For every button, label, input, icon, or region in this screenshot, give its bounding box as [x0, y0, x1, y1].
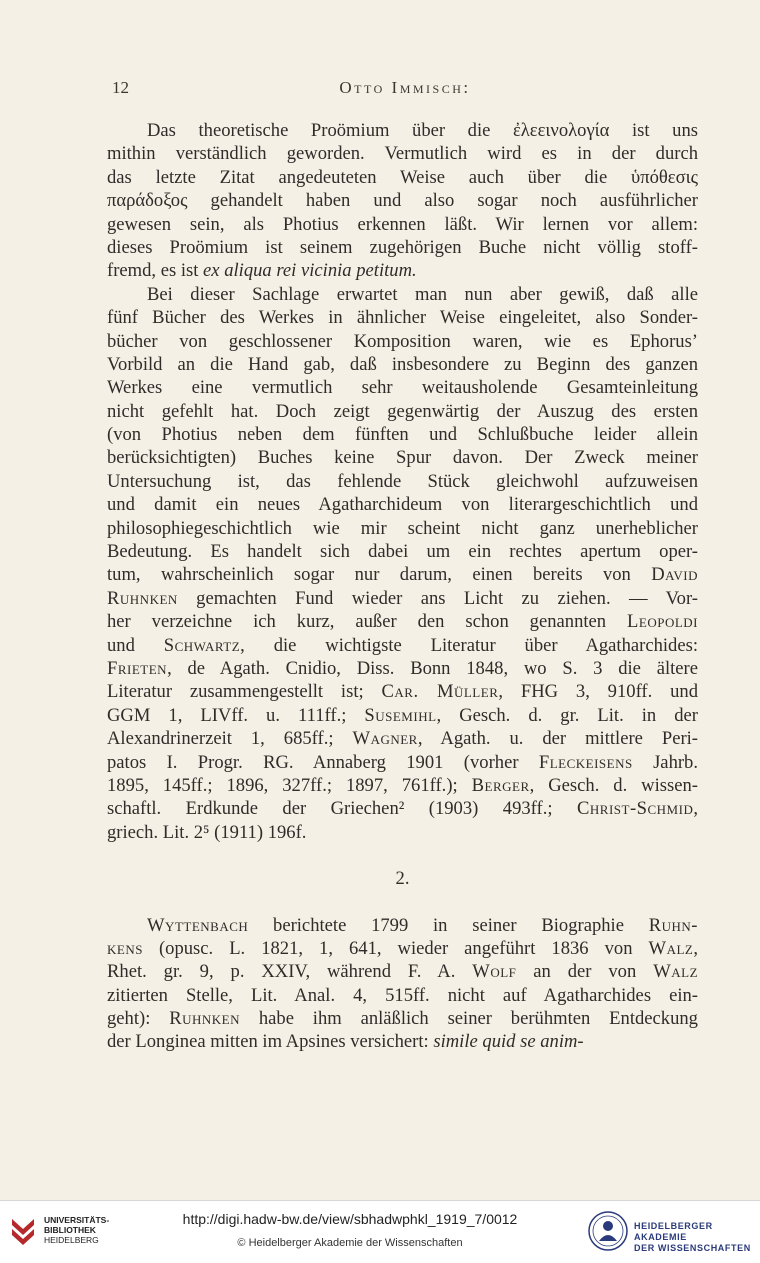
text-line: 1895, 145ff.; 1896, 327ff.; 1897, 761ff.); Berger, Gesch. d. wissen- — [107, 774, 698, 796]
text-line: zitierten Stelle, Lit. Anal. 4, 515ff. nicht auf Agatharchides ein- — [107, 984, 698, 1006]
academy-line-1: HEIDELBERGER AKADEMIE — [634, 1221, 713, 1242]
academy-name — [634, 1221, 760, 1254]
text-line: nicht gefehlt hat. Doch zeigt gegenwärtig der Auszug des ersten — [107, 400, 698, 422]
text-line: der Longinea mitten im Apsines versichert: simile quid se anim- — [107, 1031, 584, 1053]
text-line: bücher von geschlossener Komposition waren, wie es Ephorus’ — [107, 330, 698, 352]
text-line: her verzeichne ich kurz, außer den schon genannten Leopoldi — [107, 611, 698, 633]
text-line: παράδοξος gehandelt haben und also sogar noch ausführlicher — [107, 190, 698, 212]
text-line: das letzte Zitat angedeuteten Weise auch über die ὑπόθεσις — [107, 166, 698, 188]
text-line: schaftl. Erdkunde der Griechen² (1903) 493ff.; Christ-Schmid, — [107, 798, 698, 820]
text-line: und Schwartz, die wichtigste Literatur über Agatharchides: — [107, 634, 698, 656]
text-line: philosophiegeschichtlich wie mir scheint nicht ganz unerheblicher — [107, 517, 698, 539]
text-line: Alexandrinerzeit 1, 685ff.; Wagner, Agath. u. der mittlere Peri- — [107, 728, 699, 750]
viewer-footer — [0, 1200, 760, 1263]
text-line: fremd, es ist ex aliqua rei vicinia petitum. — [107, 260, 417, 282]
text-line: Frieten, de Agath. Cnidio, Diss. Bonn 1848, wo S. 3 die ältere — [107, 657, 698, 679]
text-line: Untersuchung ist, das fehlende Stück gleichwohl aufzuweisen — [107, 470, 698, 492]
text-line: Bei dieser Sachlage erwartet man nun aber gewiß, daß alle — [147, 283, 698, 305]
text-line: patos I. Progr. RG. Annaberg 1901 (vorher Fleckeisens Jahrb. — [107, 751, 698, 773]
permalink-url[interactable]: http://digi.hadw-bw.de/view/sbhadwphkl_1919_7/0012 — [182, 1211, 518, 1227]
uni-line-3: HEIDELBERG — [44, 1235, 99, 1245]
page-number: 12 — [112, 78, 129, 97]
university-library-logo-icon[interactable] — [8, 1215, 38, 1249]
text-line: tum, wahrscheinlich sogar nur darum, einen bereits von David — [107, 564, 698, 586]
blank-line — [107, 844, 698, 867]
running-title: Otto Immisch: — [339, 78, 471, 97]
text-line: GGM 1, LIVff. u. 111ff.; Susemihl, Gesch. d. gr. Lit. in der — [107, 704, 698, 726]
text-line: kens (opusc. L. 1821, 1, 641, wieder angeführt 1836 von Walz, — [107, 937, 698, 959]
blank-line — [107, 891, 698, 914]
text-line: Rhet. gr. 9, p. XXIV, während F. A. Wolf an der von Walz — [107, 961, 699, 983]
text-line: Literatur zusammengestellt ist; Car. Müller, FHG 3, 910ff. und — [107, 681, 698, 703]
text-line: mithin verständlich geworden. Vermutlich wird es in der durch — [107, 143, 698, 165]
text-line: (von Photius neben dem fünften und Schlußbuche leider allein — [107, 424, 698, 446]
university-library-name — [44, 1215, 109, 1245]
text-line: fünf Bücher des Werkes in ähnlicher Weise eingeleitet, also Sonder- — [107, 307, 698, 329]
text-line: Werkes eine vermutlich sehr weitausholende Gesamteinleitung — [107, 377, 698, 399]
text-line: Ruhnken gemachten Fund wieder ans Licht zu ziehen. — Vor- — [107, 587, 698, 609]
academy-line-2: DER WISSENSCHAFTEN — [634, 1243, 751, 1253]
text-line: dieses Proömium ist seinem zugehörigen Buche nicht völlig stoff- — [107, 236, 698, 258]
text-line: und damit ein neues Agatharchideum von literargeschichtlich und — [107, 494, 698, 516]
text-line: Wyttenbach berichtete 1799 in seiner Biographie Ruhn- — [147, 914, 698, 936]
body-text — [107, 119, 698, 1054]
text-line: griech. Lit. 2⁵ (1911) 196f. — [107, 821, 307, 843]
text-line: Das theoretische Proömium über die ἐλεεινολογία ist uns — [147, 120, 698, 141]
uni-line-1: UNIVERSITÄTS- — [44, 1215, 110, 1225]
academy-seal-icon[interactable] — [588, 1211, 628, 1251]
text-line: Bedeutung. Es handelt sich dabei um ein rechtes apertum oper- — [107, 541, 698, 563]
copyright-notice: © Heidelberger Akademie der Wissenschaften — [237, 1237, 463, 1249]
uni-line-2: BIBLIOTHEK — [44, 1225, 96, 1235]
page-header — [112, 78, 698, 102]
section-number: 2. — [395, 868, 410, 890]
text-line: gewesen sein, als Photius erkennen läßt. Wir lernen vor allem: — [107, 213, 698, 235]
text-line: Vorbild an die Hand gab, daß insbesondere zu Beginn des ganzen — [107, 353, 698, 375]
text-line: berücksichtigten) Buches keine Spur davon. Der Zweck meiner — [107, 447, 698, 469]
text-line: geht): Ruhnken habe ihm anläßlich seiner berühmten Entdeckung — [107, 1008, 698, 1030]
